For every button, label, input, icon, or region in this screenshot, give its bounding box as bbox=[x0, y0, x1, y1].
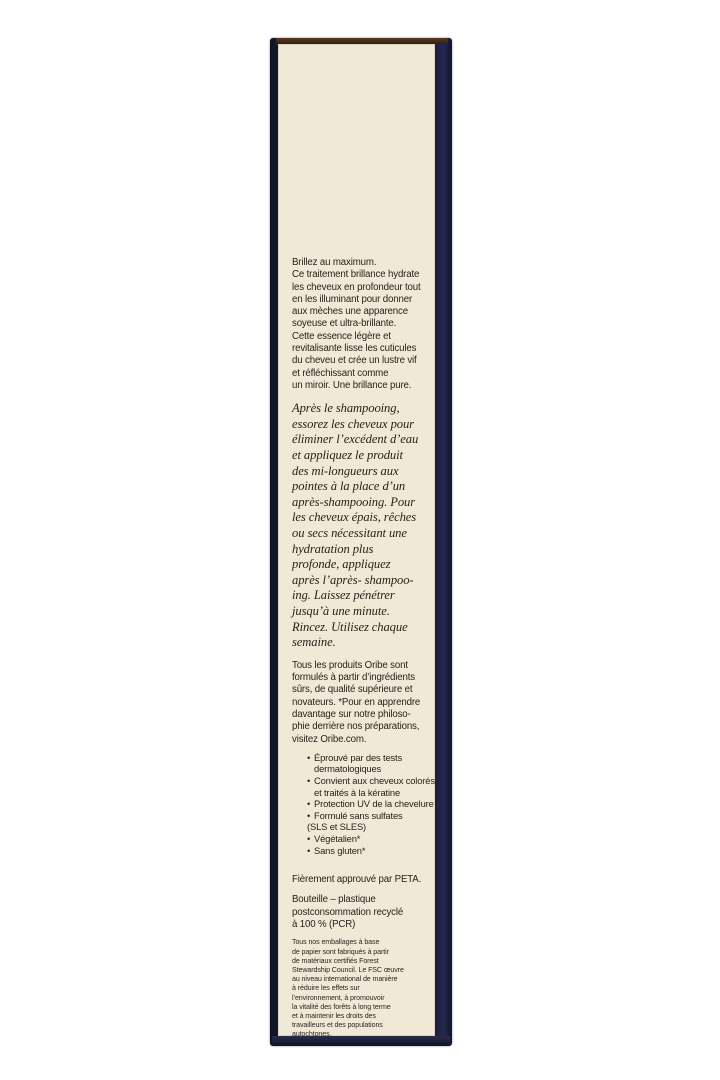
claim-text: et traités à la kératine bbox=[314, 786, 401, 798]
claim-text: Éprouvé par des tests bbox=[314, 751, 403, 763]
peta-approval bbox=[292, 874, 428, 886]
fsc-line: Stewardship Council. Le FSC œuvre bbox=[292, 965, 404, 974]
description-line: soyeuse et ultra-brillante. bbox=[292, 318, 397, 330]
description-line: Cette essence légère et bbox=[292, 330, 391, 342]
bullet-icon: • bbox=[307, 844, 311, 856]
claim-item bbox=[307, 833, 428, 845]
claim-text: Sans gluten* bbox=[314, 844, 366, 856]
bullet-icon: • bbox=[307, 833, 311, 844]
claim-item bbox=[307, 798, 434, 810]
label-text bbox=[292, 257, 435, 1040]
fsc-statement bbox=[292, 938, 428, 1039]
ingredients-line: visitez Oribe.com. bbox=[292, 733, 367, 745]
description-line: du cheveu et crée un lustre vif bbox=[292, 355, 417, 367]
claim-item bbox=[307, 752, 428, 775]
fsc-line: de papier sont fabriqués à partir bbox=[292, 947, 389, 956]
ingredients-line: phie derrière nos préparations, bbox=[292, 721, 420, 733]
description-line: en les illuminant pour donner bbox=[292, 293, 413, 305]
peta-text: Fièrement approuvé par PETA. bbox=[292, 874, 422, 886]
directions-line: Rincez. Utilisez chaque bbox=[292, 619, 408, 634]
directions-line: pointes à la place d’un bbox=[292, 479, 406, 494]
claim-text: Convient aux cheveux colorés bbox=[314, 775, 435, 787]
description-line: Ce traitement brillance hydrate bbox=[292, 269, 420, 281]
ingredients-line: Tous les produits Oribe sont bbox=[292, 659, 408, 671]
fsc-line: autochtones. bbox=[292, 1030, 332, 1039]
bullet-icon: • bbox=[307, 809, 311, 821]
description-line: aux mèches une apparence bbox=[292, 306, 408, 318]
claim-text: Formulé sans sulfates bbox=[314, 809, 403, 821]
bullet-icon: • bbox=[307, 775, 311, 787]
bottle-line: Bouteille – plastique bbox=[292, 894, 376, 906]
fsc-line: l’environnement, à promouvoir bbox=[292, 993, 385, 1002]
product-claims-list bbox=[292, 751, 435, 856]
fsc-line: travailleurs et des populations bbox=[292, 1021, 383, 1030]
claim-text: Végétalien* bbox=[314, 833, 361, 844]
ingredients-line: davantage sur notre philoso- bbox=[292, 708, 411, 720]
directions-line: et appliquez le produit bbox=[292, 448, 403, 463]
bottle-line: postconsommation recyclé bbox=[292, 906, 404, 918]
fsc-line: Tous nos emballages à base bbox=[292, 938, 380, 947]
box-side-edge bbox=[435, 44, 450, 1038]
directions-line: profonde, appliquez bbox=[292, 557, 391, 572]
directions-line: après l’après- shampoo- bbox=[292, 572, 414, 587]
claim-text: (SLS et SLES) bbox=[307, 821, 367, 833]
directions-line: semaine. bbox=[292, 635, 336, 650]
directions-line: jusqu’à une minute. bbox=[292, 603, 390, 618]
directions-line: ing. Laissez pénétrer bbox=[292, 588, 395, 603]
claim-item bbox=[307, 810, 428, 833]
directions-line: essorez les cheveux pour bbox=[292, 416, 414, 431]
fsc-line: de matériaux certifiés Forest bbox=[292, 956, 379, 965]
directions-line: ou secs nécessitant une bbox=[292, 526, 407, 541]
ingredients-statement bbox=[292, 660, 428, 746]
description-line: Brillez au maximum. bbox=[292, 257, 377, 268]
description-line: revitalisante lisse les cuticules bbox=[292, 343, 417, 355]
ingredients-line: sûrs, de qualité supérieure et bbox=[292, 684, 413, 696]
fsc-line: au niveau international de manière bbox=[292, 975, 398, 984]
fsc-line: à réduire les effets sur bbox=[292, 984, 360, 993]
claim-item bbox=[307, 845, 428, 857]
description-line: un miroir. Une brillance pure. bbox=[292, 379, 412, 391]
product-description bbox=[292, 257, 428, 392]
bullet-icon: • bbox=[307, 798, 311, 810]
claim-text: dermatologiques bbox=[314, 763, 382, 775]
ingredients-line: formulés à partir d’ingrédients bbox=[292, 672, 415, 684]
description-line: les cheveux en profondeur tout bbox=[292, 281, 421, 293]
directions-line: des mi-longueurs aux bbox=[292, 463, 399, 478]
fsc-line: la vitalité des forêts à long terme bbox=[292, 1002, 391, 1011]
bottle-recycling-note bbox=[292, 894, 428, 931]
bottle-line: à 100 % (PCR) bbox=[292, 919, 356, 931]
directions-line: hydratation plus bbox=[292, 541, 374, 556]
claim-item bbox=[307, 775, 435, 798]
bullet-icon: • bbox=[307, 751, 311, 763]
directions-line: Après le shampooing, bbox=[292, 401, 400, 416]
directions-line: les cheveux épais, rêches bbox=[292, 510, 417, 525]
directions-line: après-shampooing. Pour bbox=[292, 494, 416, 509]
description-line: et réfléchissant comme bbox=[292, 367, 389, 379]
directions-line: éliminer l’excédent d’eau bbox=[292, 432, 419, 447]
claim-text: Protection UV de la chevelure bbox=[314, 798, 434, 810]
fsc-line: et à maintenir les droits des bbox=[292, 1012, 376, 1020]
ingredients-line: novateurs. *Pour en apprendre bbox=[292, 696, 421, 708]
cream-label-panel bbox=[278, 44, 435, 1039]
usage-directions bbox=[292, 401, 428, 651]
